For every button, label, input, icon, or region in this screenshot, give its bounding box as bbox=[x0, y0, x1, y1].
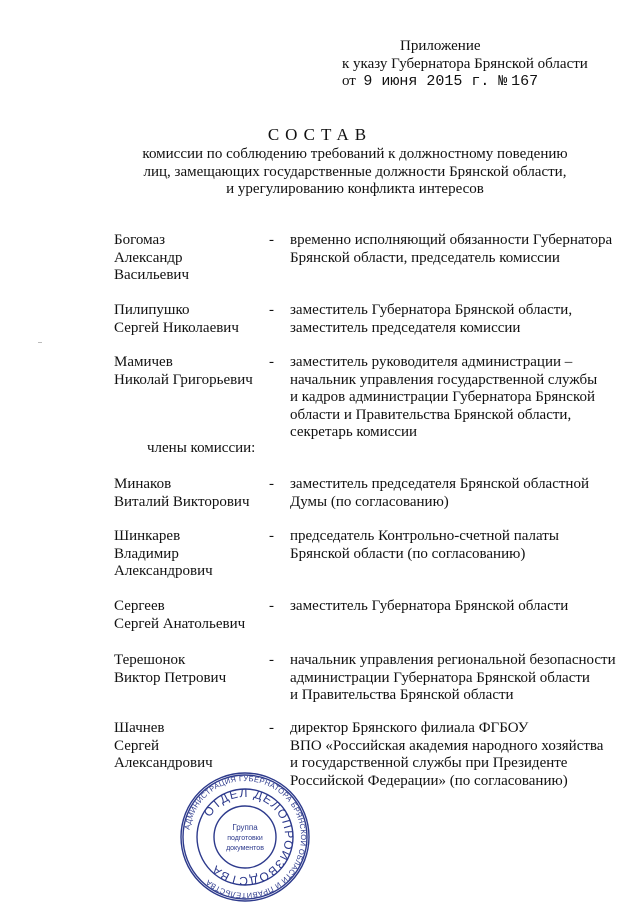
member-position-line: Брянской области (по согласованию) bbox=[290, 545, 526, 562]
member-name-line: Шачнев bbox=[114, 720, 165, 736]
member-position bbox=[290, 476, 635, 511]
appendix-date-prefix: от bbox=[342, 73, 356, 89]
member-position-line: области и Правительства Брянской области, bbox=[290, 406, 572, 423]
member-position-line: и кадров администрации Губернатора Брянской bbox=[290, 389, 596, 405]
member-position-line: и Правительства Брянской области bbox=[290, 687, 514, 703]
subtitle-line: лиц, замещающих государственные должности Брянской области, bbox=[143, 163, 567, 180]
member-position-line: председатель Контрольно-счетной палаты bbox=[290, 528, 559, 544]
member-name bbox=[114, 598, 274, 633]
member-position-line: и государственной службы при Президенте bbox=[290, 755, 568, 771]
subtitle-line: и урегулированию конфликта интересов bbox=[226, 181, 484, 197]
member-position bbox=[290, 598, 635, 616]
appendix-header bbox=[342, 38, 632, 91]
member-position-line: начальник управления региональной безопасности bbox=[290, 652, 616, 668]
member-position bbox=[290, 528, 635, 563]
member-position-line: временно исполняющий обязанности Губернатора bbox=[290, 232, 613, 248]
member-name-line: Терешонок bbox=[114, 652, 186, 668]
appendix-date: 9 июня 2015 г. № bbox=[363, 73, 508, 90]
appendix-decree: к указу Губернатора Брянской области bbox=[342, 55, 588, 72]
member-name-line: Виталий Викторович bbox=[114, 493, 250, 510]
member-position-line: администрации Губернатора Брянской области bbox=[290, 669, 590, 686]
dash: - bbox=[269, 720, 274, 736]
member-position-line: секретарь комиссии bbox=[290, 424, 418, 440]
member-name-line: Сергей Николаевич bbox=[114, 319, 239, 336]
member-position-line: заместитель Губернатора Брянской области, bbox=[290, 302, 573, 318]
seal-outer-text: АДМИНИСТРАЦИЯ ГУБЕРНАТОРА БРЯНСКОЙ ОБЛАСТИ И ПРАВИТЕЛЬСТВА bbox=[182, 773, 309, 901]
dash: - bbox=[269, 302, 274, 318]
member-name bbox=[114, 652, 274, 687]
member-name-line: Сергей Анатольевич bbox=[114, 615, 246, 632]
document-title: СОСТАВ bbox=[267, 125, 373, 144]
member-name-line: Николай Григорьевич bbox=[114, 371, 253, 388]
dash: - bbox=[269, 476, 274, 492]
member-position-line: директор Брянского филиала ФГБОУ bbox=[290, 720, 529, 736]
margin-mark bbox=[38, 342, 42, 343]
dash: - bbox=[269, 528, 274, 544]
member-name-line: Минаков bbox=[114, 476, 172, 492]
appendix-date-line bbox=[342, 73, 632, 91]
member-position-line: заместитель председателя Брянской областной bbox=[290, 476, 589, 492]
member-position bbox=[290, 302, 635, 337]
seal-center-line: подготовки bbox=[227, 835, 263, 842]
dash: - bbox=[269, 598, 274, 614]
member-name-line: Богомаз bbox=[114, 232, 166, 248]
dash: - bbox=[269, 354, 274, 370]
member-name-line: Виктор Петрович bbox=[114, 669, 227, 686]
member-name bbox=[114, 528, 274, 581]
member-name bbox=[114, 302, 274, 337]
seal-stamp bbox=[178, 770, 312, 904]
member-position-line: заместитель председателя комиссии bbox=[290, 319, 521, 336]
appendix-label: Приложение bbox=[400, 38, 481, 54]
member-name bbox=[114, 720, 274, 773]
member-position-line: Брянской области, председатель комиссии bbox=[290, 249, 560, 266]
member-position-line: заместитель Губернатора Брянской области bbox=[290, 598, 569, 614]
subtitle-line: комиссии по соблюдению требований к должностному поведению bbox=[142, 146, 568, 162]
member-position bbox=[290, 720, 635, 790]
seal-center-line: Группа bbox=[232, 823, 258, 832]
member-position bbox=[290, 232, 635, 267]
member-name-line: Васильевич bbox=[114, 267, 189, 283]
member-name-line: Мамичев bbox=[114, 354, 173, 370]
member-name-line: Сергей bbox=[114, 737, 159, 754]
member-position-line: ВПО «Российская академия народного хозяйства bbox=[290, 737, 604, 754]
member-name-line: Сергеев bbox=[114, 598, 165, 614]
member-name-line: Пилипушко bbox=[114, 302, 190, 318]
member-position-line: Думы (по согласованию) bbox=[290, 493, 449, 510]
members-label: члены комиссии: bbox=[147, 440, 256, 456]
appendix-number: 167 bbox=[511, 73, 539, 90]
document-subtitle bbox=[100, 146, 610, 199]
member-position-line: начальник управления государственной службы bbox=[290, 371, 598, 388]
member-name bbox=[114, 232, 274, 285]
member-position-line: заместитель руководителя администрации – bbox=[290, 354, 573, 370]
member-name bbox=[114, 354, 274, 389]
member-name-line: Шинкарев bbox=[114, 528, 181, 544]
seal-ring-text: ОТДЕЛ ДЕЛОПРОИЗВОДСТВА bbox=[200, 785, 297, 889]
member-position-line: Российской Федерации» (по согласованию) bbox=[290, 772, 568, 789]
member-name-line: Александрович bbox=[114, 755, 213, 771]
seal-stamp-icon bbox=[178, 770, 312, 904]
member-name-line: Владимир bbox=[114, 545, 179, 562]
member-position bbox=[290, 354, 635, 442]
dash: - bbox=[269, 232, 274, 248]
dash: - bbox=[269, 652, 274, 668]
member-name bbox=[114, 476, 274, 511]
member-name-line: Александр bbox=[114, 249, 183, 266]
member-position bbox=[290, 652, 635, 705]
member-name-line: Александрович bbox=[114, 563, 213, 579]
seal-center-line: документов bbox=[226, 845, 264, 852]
